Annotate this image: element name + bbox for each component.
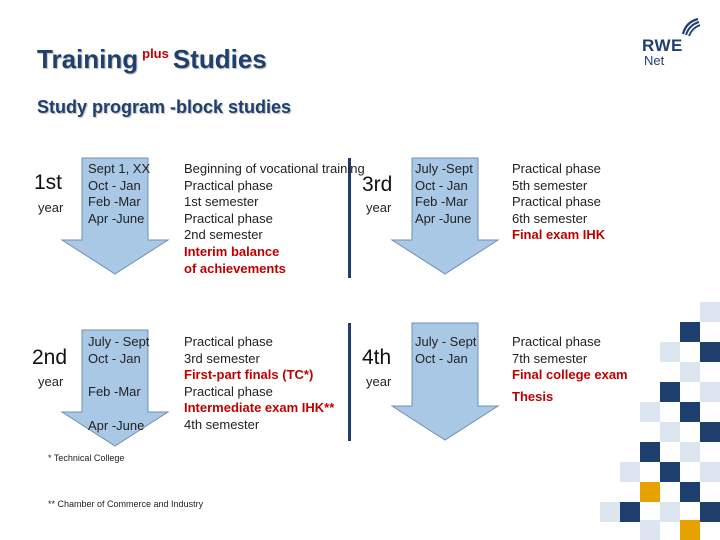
year-3-months (415, 161, 473, 227)
content-line-highlight: Final college exam (512, 367, 628, 383)
content-line-highlight: of achievements (184, 260, 286, 276)
year-3-label: year (366, 200, 392, 215)
year-4-content (512, 334, 628, 405)
content-line: Practical phase (184, 334, 273, 349)
content-line-highlight: First-part finals (TC*) (184, 367, 314, 383)
content-line: Practical phase (512, 161, 601, 176)
month-item: Feb -Mar (88, 384, 141, 400)
footnote-technical-college: * Technical College (48, 453, 125, 463)
month-item: Apr -June (88, 210, 145, 226)
year-2-label: year (38, 374, 64, 389)
content-line: Practical phase (184, 383, 273, 399)
content-line: Beginning of vocational training (184, 161, 365, 176)
year-4-label: year (366, 374, 392, 389)
logo-net-text: Net (644, 53, 665, 68)
year-4-months (415, 334, 476, 367)
month-item: Oct - Jan (415, 350, 468, 366)
page-subtitle: Study program -block studies (37, 97, 292, 117)
content-line: Practical phase (512, 334, 601, 349)
content-line: 5th semester (512, 177, 588, 193)
year-3-content (512, 161, 605, 244)
content-line-highlight: Intermediate exam IHK** (184, 400, 335, 416)
content-line: 7th semester (512, 350, 588, 366)
month-item: Feb -Mar (88, 194, 141, 210)
content-line: 1st semester (184, 194, 259, 210)
content-line: 3rd semester (184, 350, 260, 366)
month-item: Oct - Jan (88, 350, 141, 366)
content-line: 2nd semester (184, 227, 263, 243)
year-1-content (184, 161, 365, 277)
title-studies: Studies (172, 44, 267, 74)
month-item: Sept 1, XX (88, 161, 151, 176)
footnote-chamber: ** Chamber of Commerce and Industry (48, 499, 204, 509)
year-2-content (184, 334, 334, 434)
year-2-months (88, 334, 149, 434)
content-line: 4th semester (184, 416, 260, 432)
content-line-highlight: Interim balance (184, 243, 280, 259)
month-item: Apr -June (88, 417, 145, 433)
month-item: Apr -June (415, 210, 472, 226)
content-line: Practical phase (512, 194, 601, 210)
content-line: Practical phase (184, 177, 273, 193)
content-line-highlight: Final exam IHK (512, 227, 606, 243)
content-line: 6th semester (512, 210, 588, 226)
year-4-number: 4th (362, 346, 392, 369)
logo-rwe-text: RWE (642, 36, 683, 55)
title-plus: plus (142, 46, 169, 61)
title-training: Training (37, 44, 139, 74)
month-item: Oct - Jan (88, 177, 141, 193)
month-item: July -Sept (415, 161, 473, 176)
divider-bottom (348, 323, 351, 441)
month-item: Feb -Mar (415, 194, 468, 210)
year-1-number: 1st (34, 171, 63, 194)
content-line-highlight: Thesis (512, 388, 554, 404)
content-line: Practical phase (184, 210, 273, 226)
year-2-number: 2nd (32, 346, 68, 369)
year-3-number: 3rd (362, 173, 393, 196)
month-item: July - Sept (88, 334, 150, 349)
month-item: July - Sept (415, 334, 477, 349)
month-item: Oct - Jan (415, 177, 468, 193)
year-1-label: year (38, 200, 64, 215)
year-1-months (88, 161, 150, 227)
